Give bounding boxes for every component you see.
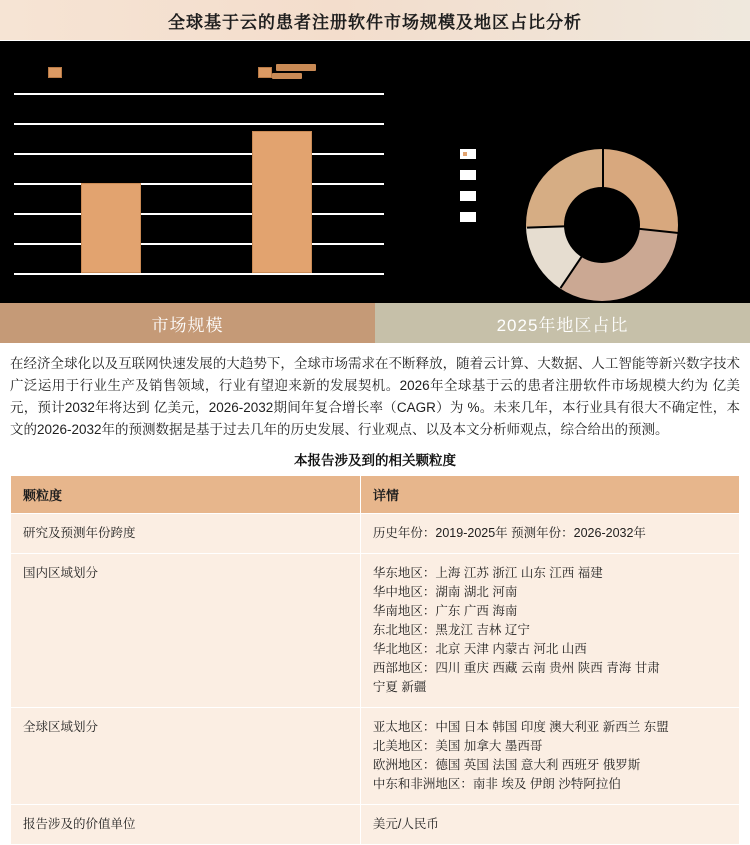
tab-market-size[interactable] [0,303,375,343]
donut-chart-legend [460,149,482,233]
detail-line: 历史年份：2019-2025年 预测年份：2026-2032年 [372,526,646,540]
tab-label: 市场规模 [151,315,224,335]
cell-granularity: 国内区域划分 [11,554,361,708]
bar-chart-plot-area [14,93,384,275]
detail-line: 华南地区：广东 广西 海南 [372,604,518,618]
legend-entry [460,170,476,180]
column-header-details: 详情 [360,476,739,514]
detail-line: 中东和非洲地区：南非 埃及 伊朗 沙特阿拉伯 [372,777,621,791]
legend-entry [460,149,476,159]
tab-label: 2025年地区占比 [496,315,629,335]
chart-tabs [0,303,750,343]
table-row [11,805,740,845]
x-axis [14,273,384,275]
tab-regional-share[interactable] [375,303,750,343]
summary-paragraph: 在经济全球化以及互联网快速发展的大趋势下，全球市场需求在不断释放，随着云计算、大数据、人工智能等新兴数字技术广泛运用于行业生产及销售领域，行业有望迎来新的发展契机。2026年全球基于云的患者注册软件市场规模大约为 亿美元，预计2032年将达到 亿美元，2026-2032期间年复合增长率（CAGR）为 %。未来几年，本行业具有很大不确定性，本文的2026-2032年的预测数据是基于过去几年的历史发展、行业观点、以及本文分析师观点，综合给出的预测。 [10,356,740,437]
column-header-granularity: 颗粒度 [11,476,361,514]
detail-line: 美元/人民币 [372,817,439,831]
cell-granularity: 报告涉及的价值单位 [11,805,361,845]
page-title: 全球基于云的患者注册软件市场规模及地区占比分析 [168,12,582,32]
cell-details [360,805,739,845]
detail-line: 亚太地区：中国 日本 韩国 印度 澳大利亚 新西兰 东盟 [372,720,669,734]
detail-line: 东北地区：黑龙江 吉林 辽宁 [372,623,530,637]
detail-line: 华东地区：上海 江苏 浙江 山东 江西 福建 [372,566,603,580]
cell-granularity: 全球区域划分 [11,708,361,805]
bar [81,183,141,273]
bar-series [14,93,384,273]
donut-chart [398,41,750,303]
legend-entry [460,212,476,222]
donut-ring [526,149,678,301]
detail-line: 西部地区：四川 重庆 西藏 云南 贵州 陕西 青海 甘肃 [372,661,660,675]
granularity-table [10,475,740,845]
donut-graphic [526,149,678,301]
detail-line: 宁夏 新疆 [372,680,427,694]
slice-separator [527,224,603,229]
legend-entry [460,191,476,201]
cell-details [360,708,739,805]
charts-panel [0,41,750,303]
cell-details [360,554,739,708]
table-row [11,514,740,554]
legend-swatch-icon [48,67,62,78]
detail-line: 华中地区：湖南 湖北 河南 [372,585,518,599]
legend-swatch-icon [258,67,272,78]
cell-granularity: 研究及预测年份跨度 [11,514,361,554]
cell-details [360,514,739,554]
detail-line: 北美地区：美国 加拿大 墨西哥 [372,739,543,753]
slice-separator [603,224,679,234]
legend-label-placeholder [276,64,316,71]
bar [252,131,312,273]
legend-swatch-icon [463,152,467,156]
body-section [0,343,750,469]
page-title-bar [0,0,750,41]
bar-chart [0,41,398,303]
detail-line: 华北地区：北京 天津 内蒙古 河北 山西 [372,642,587,656]
bar-chart-legend [0,59,398,85]
table-header-row [11,476,740,514]
legend-label-placeholder [272,73,302,79]
table-caption: 本报告涉及到的相关颗粒度 [294,453,456,468]
detail-line: 欧洲地区：德国 英国 法国 意大利 西班牙 俄罗斯 [372,758,641,772]
table-row [11,554,740,708]
table-row [11,708,740,805]
slice-separator [560,224,604,288]
slice-separator [602,149,604,225]
